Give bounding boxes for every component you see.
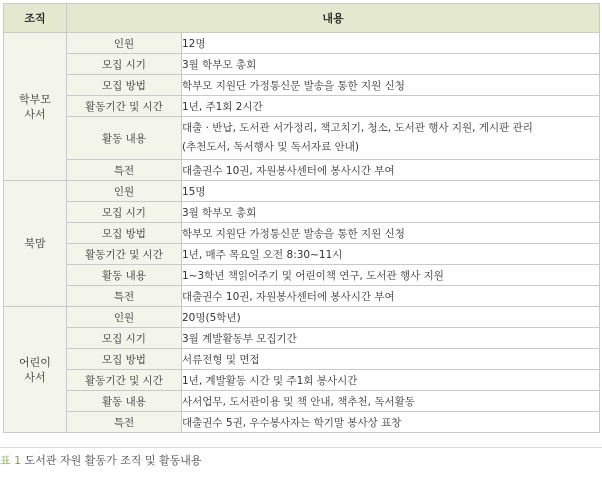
content-line: 3월 학부모 총회 — [182, 58, 257, 71]
content-cell — [182, 181, 600, 202]
table-row — [4, 391, 600, 412]
item-label-cell: 모집 방법 — [67, 349, 182, 370]
header-org: 조직 — [4, 4, 67, 33]
table-row — [4, 33, 600, 54]
content-cell — [182, 412, 600, 433]
content-line: 서류전형 및 면접 — [182, 353, 260, 366]
content-cell — [182, 223, 600, 244]
table-row — [4, 117, 600, 160]
content-cell — [182, 160, 600, 181]
content-cell — [182, 75, 600, 96]
content-line: 사서업무, 도서관이용 및 책 안내, 책추천, 독서활동 — [182, 395, 415, 408]
org-name-cell — [4, 33, 67, 181]
content-cell — [182, 117, 600, 160]
content-line: 학부모 지원단 가정통신문 발송을 통한 지원 신청 — [182, 227, 405, 240]
content-line: 학부모 지원단 가정통신문 발송을 통한 지원 신청 — [182, 79, 405, 92]
table-row — [4, 202, 600, 223]
item-label-cell: 특전 — [67, 160, 182, 181]
item-label-cell: 활동기간 및 시간 — [67, 96, 182, 117]
content-line: 15명 — [182, 185, 206, 198]
item-label-cell: 인원 — [67, 181, 182, 202]
content-cell — [182, 244, 600, 265]
table-row — [4, 160, 600, 181]
content-cell — [182, 33, 600, 54]
table-row — [4, 54, 600, 75]
item-label-cell: 활동 내용 — [67, 391, 182, 412]
org-name-line: 사서 — [24, 107, 46, 121]
content-line: 3월 학부모 총회 — [182, 206, 257, 219]
content-line: 1년, 계발활동 시간 및 주1회 봉사시간 — [182, 374, 358, 387]
content-line: 대출 · 반납, 도서관 서가정리, 책고치기, 청소, 도서관 행사 지원, 게시판 관리 — [182, 122, 533, 134]
table-row — [4, 181, 600, 202]
item-label-cell: 인원 — [67, 33, 182, 54]
content-cell — [182, 328, 600, 349]
table-row — [4, 286, 600, 307]
item-label-cell: 모집 방법 — [67, 223, 182, 244]
table-row — [4, 307, 600, 328]
table-row — [4, 223, 600, 244]
org-name-line: 북맘 — [24, 237, 46, 250]
org-name-line: 어린이 — [19, 355, 51, 369]
item-label-cell: 활동 내용 — [67, 265, 182, 286]
table-row — [4, 265, 600, 286]
content-cell — [182, 391, 600, 412]
content-line: 1년, 매주 목요일 오전 8:30~11시 — [182, 248, 343, 261]
caption-divider — [0, 447, 602, 448]
header-content: 내용 — [67, 4, 600, 33]
item-label-cell: 활동기간 및 시간 — [67, 244, 182, 265]
caption-number: 표 1 — [0, 454, 22, 467]
content-cell — [182, 370, 600, 391]
content-cell — [182, 96, 600, 117]
item-label-cell: 특전 — [67, 412, 182, 433]
content-line: (추천도서, 독서행사 및 독서자료 안내) — [182, 141, 360, 153]
content-cell — [182, 307, 600, 328]
item-label-cell: 모집 방법 — [67, 75, 182, 96]
caption-text: 도서관 자원 활동가 조직 및 활동내용 — [24, 454, 202, 467]
table-row — [4, 349, 600, 370]
item-label-cell: 인원 — [67, 307, 182, 328]
activity-table — [3, 3, 600, 433]
table-row — [4, 370, 600, 391]
org-name-line: 학부모 — [19, 92, 51, 106]
item-label-cell: 활동 내용 — [67, 117, 182, 160]
table-row — [4, 75, 600, 96]
org-name-cell — [4, 307, 67, 433]
item-label-cell: 특전 — [67, 286, 182, 307]
content-line: 12명 — [182, 37, 206, 50]
content-cell — [182, 54, 600, 75]
table-row — [4, 412, 600, 433]
item-label-cell: 모집 시기 — [67, 202, 182, 223]
table-caption — [0, 452, 202, 468]
content-line: 20명(5학년) — [182, 311, 241, 324]
content-cell — [182, 202, 600, 223]
content-line: 대출권수 5권, 우수봉사자는 학기말 봉사상 표창 — [182, 416, 402, 429]
table-row — [4, 96, 600, 117]
item-label-cell: 모집 시기 — [67, 54, 182, 75]
org-name-cell — [4, 181, 67, 307]
content-cell — [182, 349, 600, 370]
content-line: 1~3학년 책읽어주기 및 어린이책 연구, 도서관 행사 지원 — [182, 269, 444, 282]
item-label-cell: 모집 시기 — [67, 328, 182, 349]
content-line: 1년, 주1회 2시간 — [182, 100, 263, 113]
content-line: 3월 계발활동부 모집기간 — [182, 332, 297, 345]
table-row — [4, 244, 600, 265]
item-label-cell: 활동기간 및 시간 — [67, 370, 182, 391]
content-cell — [182, 265, 600, 286]
content-line: 대출권수 10권, 자원봉사센터에 봉사시간 부여 — [182, 164, 395, 177]
org-name-line: 사서 — [24, 370, 46, 384]
table-row — [4, 328, 600, 349]
content-line: 대출권수 10권, 자원봉사센터에 봉사시간 부여 — [182, 290, 395, 303]
table-header-row — [4, 4, 600, 33]
content-cell — [182, 286, 600, 307]
